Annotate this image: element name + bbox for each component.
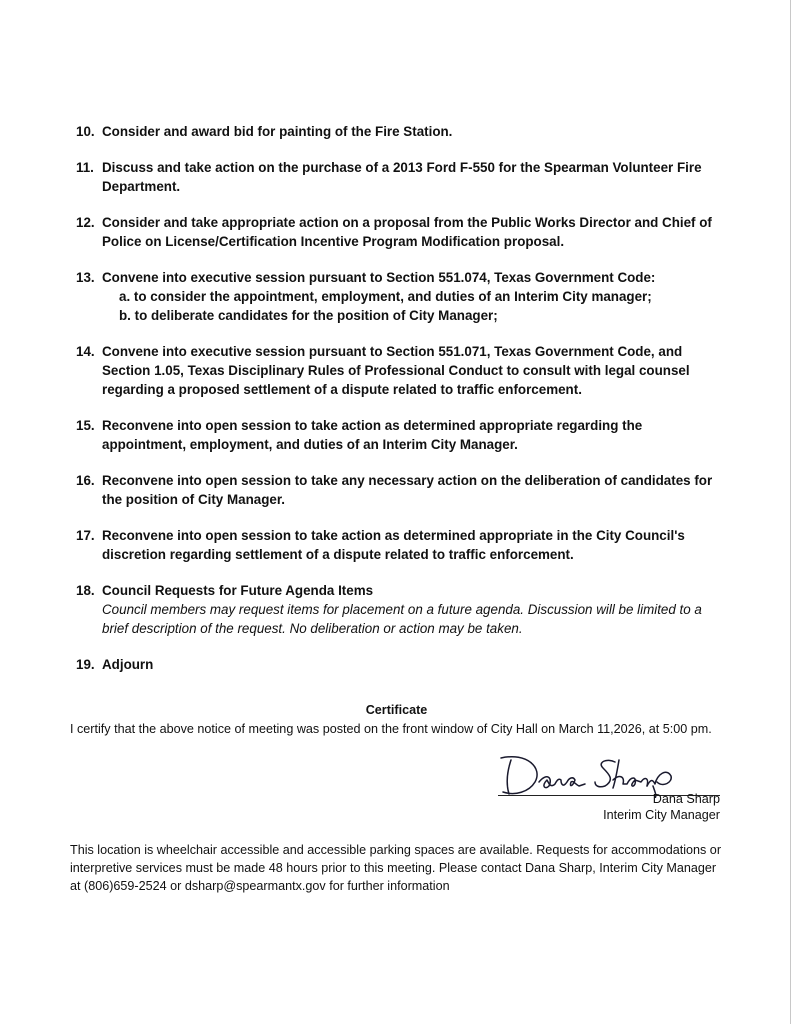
- agenda-item-text: Convene into executive session pursuant to Section 551.074, Texas Government Code:: [102, 270, 656, 285]
- agenda-item-text: Consider and award bid for painting of the Fire Station.: [102, 124, 453, 139]
- agenda-item-13: [76, 268, 724, 325]
- agenda-item-note: Council members may request items for placement on a future agenda. Discussion will be limited to a brief description of the request. No deliberation or action may be taken.: [102, 602, 702, 636]
- agenda-item-number: 10.: [76, 124, 95, 139]
- agenda-item-12: [76, 213, 724, 251]
- agenda-item-number: 14.: [76, 344, 95, 359]
- agenda-item-text: Adjourn: [102, 657, 154, 672]
- accessibility-notice: This location is wheelchair accessible and accessible parking spaces are available. Requests for accommodations or interpretive services must be made 48 hours prior to this meeting. Please contact Dana Sharp, Interim City Manager at (806)659-2524 or dsharp@spearmantx.gov for further information: [70, 843, 722, 893]
- agenda-item-number: 15.: [76, 418, 95, 433]
- certificate-text: I certify that the above notice of meeting was posted on the front window of City Hall on March 11,2026, at 5:00 pm.: [70, 722, 712, 736]
- agenda-item-11: [76, 158, 724, 196]
- agenda-item-number: 19.: [76, 657, 95, 672]
- page-edge: [790, 0, 791, 1024]
- agenda-item-number: 16.: [76, 473, 95, 488]
- agenda-item-text: Reconvene into open session to take action as determined appropriate in the City Council's discretion regarding settlement of a dispute related to traffic enforcement.: [102, 528, 685, 562]
- agenda-sub-item-b: b. to deliberate candidates for the position of City Manager;: [119, 308, 498, 323]
- agenda-item-number: 11.: [76, 160, 94, 175]
- agenda-item-10: [76, 122, 724, 141]
- agenda-item-body: [102, 268, 724, 325]
- agenda-item-text: Convene into executive session pursuant to Section 551.071, Texas Government Code, and Section 1.05, Texas Disciplinary Rules of Professional Conduct to consult with legal counsel regarding a proposed settlement of a dispute related to traffic enforcement.: [102, 344, 690, 397]
- signer-title: Interim City Manager: [603, 808, 720, 822]
- agenda-sub-item-a: a. to consider the appointment, employment, and duties of an Interim City manager;: [119, 289, 652, 304]
- agenda-item-17: [76, 526, 724, 564]
- agenda-item-15: [76, 416, 724, 454]
- agenda-item-body: [102, 581, 724, 638]
- agenda-item-text: Council Requests for Future Agenda Items: [102, 583, 374, 598]
- agenda-item-number: 18.: [76, 583, 95, 598]
- agenda-item-14: [76, 342, 724, 399]
- agenda-item-text: Consider and take appropriate action on a proposal from the Public Works Director and Chief of Police on License/Certification Incentive Program Modification proposal.: [102, 215, 712, 249]
- agenda-item-number: 13.: [76, 270, 95, 285]
- agenda-item-text: Reconvene into open session to take action as determined appropriate regarding the appointment, employment, and duties of an Interim City Manager.: [102, 418, 643, 452]
- agenda-item-text: Discuss and take action on the purchase of a 2013 Ford F-550 for the Spearman Volunteer Fire Department.: [102, 160, 702, 194]
- agenda-item-number: 17.: [76, 528, 95, 543]
- agenda-item-number: 12.: [76, 215, 95, 230]
- agenda-item-16: [76, 471, 724, 509]
- agenda-item-text: Reconvene into open session to take any necessary action on the deliberation of candidates for the position of City Manager.: [102, 473, 713, 507]
- agenda-list: [76, 122, 724, 691]
- signer-name: Dana Sharp: [652, 792, 720, 806]
- agenda-item-18: [76, 581, 724, 638]
- agenda-item-19: [76, 655, 724, 674]
- certificate-title: Certificate: [365, 703, 428, 717]
